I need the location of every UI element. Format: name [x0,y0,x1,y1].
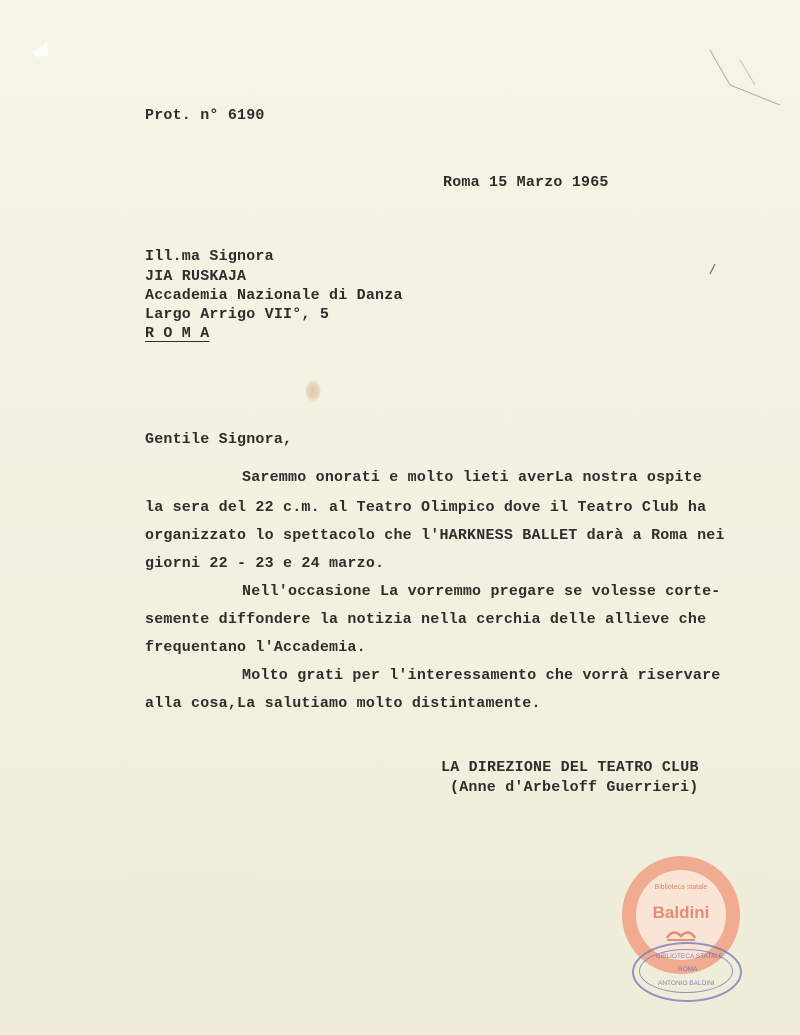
body-line: giorni 22 - 23 e 24 marzo. [145,555,385,572]
salutation: Gentile Signora, [145,431,293,448]
body-line: Molto grati per l'interessamento che vorrà riservare [242,667,721,684]
book-icon [665,926,697,942]
recipient-name: JIA RUSKAJA [145,268,247,285]
protocol-number: Prot. n° 6190 [145,107,265,124]
signature-name: (Anne d'Arbeloff Guerrieri) [450,779,699,796]
library-stamp-small-text: Biblioteca statale [654,884,708,891]
recipient-city: R O M A [145,325,210,342]
signature-organization: LA DIREZIONE DEL TEATRO CLUB [441,759,699,776]
body-line: Nell'occasione La vorremmo pregare se volesse corte- [242,583,721,600]
pen-marks-top-right [700,30,800,120]
archive-stamp-mid-text: ROMA [678,966,698,973]
body-line: semente diffondere la notizia nella cerchia delle allieve che [145,611,707,628]
body-line: la sera del 22 c.m. al Teatro Olimpico dove il Teatro Club ha [145,499,707,516]
body-line: organizzato lo spettacolo che l'HARKNESS BALLET darà a Roma nei [145,527,725,544]
archive-stamp-top-text: BIBLIOTECA STATALE [656,953,724,960]
recipient-title: Ill.ma Signora [145,248,274,265]
recipient-street: Largo Arrigo VII°, 5 [145,306,330,323]
library-stamp-brand: Baldini [652,903,710,922]
body-line: alla cosa,La salutiamo molto distintamente. [145,695,541,712]
body-line: Saremmo onorati e molto lieti averLa nostra ospite [242,469,703,486]
body-line: frequentano l'Accademia. [145,639,366,656]
pen-tick-mark [708,262,718,276]
place-date: Roma 15 Marzo 1965 [443,174,609,191]
archive-stamp-bottom-text: ANTONIO BALDINI [658,980,715,987]
archive-stamp [632,942,742,1002]
recipient-institution: Accademia Nazionale di Danza [145,287,403,304]
paper-stain [305,380,321,402]
